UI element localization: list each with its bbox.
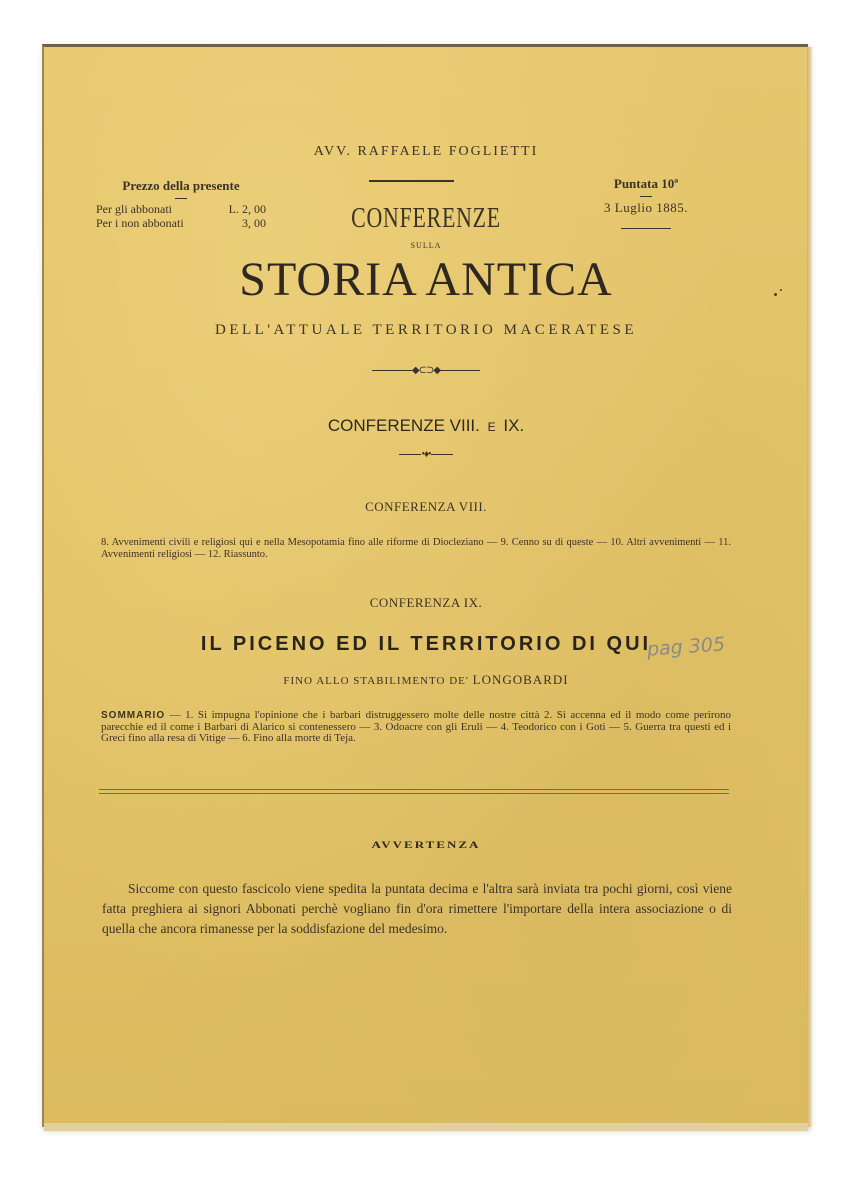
notice-body bbox=[102, 879, 732, 939]
issue-number: Puntata 10ª bbox=[613, 176, 679, 191]
conferenza-ix-heading: CONFERENZA IX. bbox=[369, 595, 483, 610]
price-title: Prezzo della presente bbox=[122, 178, 240, 193]
price-value: L. 2, 00 bbox=[228, 202, 266, 216]
conferences-heading bbox=[44, 416, 808, 436]
conferenza-viii-summary: 8. Avvenimenti civili e religiosi qui e nella Mesopotamia fino alle riforme di Diocleziano — 9. Cenno su di queste — 10. Altri avvenimenti — 11. Avvenimenti religiosi — 12. Riassunto. bbox=[101, 537, 731, 560]
paper-stain bbox=[780, 289, 782, 291]
page-edge-right bbox=[807, 47, 812, 1127]
price-label: Per gli abbonati bbox=[96, 202, 172, 216]
subtitle-lead: FINO ALLO STABILIMENTO DE' bbox=[283, 675, 469, 687]
ornament-divider-icon: ◆⊂⊃◆ bbox=[44, 365, 808, 376]
conferences-heading-part1: CONFERENZE VIII. bbox=[327, 416, 480, 435]
issue-dash bbox=[640, 196, 652, 197]
series-connector: SULLA bbox=[410, 241, 442, 250]
conferenza-viii-heading: CONFERENZA VIII. bbox=[365, 499, 487, 514]
conferences-heading-connector: E bbox=[487, 420, 496, 434]
paper-stain bbox=[774, 293, 777, 296]
main-title: STORIA ANTICA bbox=[239, 253, 613, 306]
sommario-text: — 1. Si impugna l'opinione che i barbari distruggessero molte delle nostre città 2. Si accenna ed il modo come perirono parecchie ed il come i Barbari di Alarico si contenessero — 3. Odoacre con gli Eruli — 4. Teodorico con i Goti — 5. Guerra tra questi ed i Greci fino alla resa di Vitige — 6. Fino alla morte di Teja. bbox=[101, 709, 731, 744]
issue-date: 3 Luglio 1885. bbox=[604, 200, 688, 215]
notice-heading: AVVERTENZA bbox=[371, 839, 481, 850]
price-label: Per i non abbonati bbox=[96, 216, 184, 230]
pamphlet-cover bbox=[42, 44, 808, 1127]
sommario-paragraph bbox=[101, 710, 731, 745]
series-title: CONFERENZE bbox=[351, 203, 501, 234]
page-edge-bottom bbox=[44, 1123, 808, 1131]
subtitle-name: LONGOBARDI bbox=[472, 672, 569, 687]
double-rule-divider bbox=[99, 789, 729, 794]
sommario-label: SOMMARIO bbox=[101, 710, 166, 721]
author-rule bbox=[369, 180, 454, 182]
price-dash bbox=[175, 198, 187, 199]
conferenza-ix-subtitle bbox=[44, 672, 808, 688]
ornament-small-divider-icon: •♦• bbox=[44, 449, 808, 460]
handwritten-page-note: pag 305 bbox=[646, 633, 726, 661]
conferences-heading-part2: IX. bbox=[503, 416, 525, 435]
author-line: AVV. RAFFAELE FOGLIETTI bbox=[313, 144, 539, 159]
main-subtitle: DELL'ATTUALE TERRITORIO MACERATESE bbox=[215, 322, 637, 338]
price-value: 3, 00 bbox=[242, 216, 266, 230]
notice-text: Siccome con questo fascicolo viene spedita la puntata decima e l'altra sarà inviata tra pochi giorni, così viene fatta preghiera ai signori Abbonati perchè vogliano fin d'ora rimettere l'importare della intera associazione o di quella che ancora rimanesse per la soddisfazione del medesimo. bbox=[102, 881, 732, 936]
conferenza-ix-title: IL PICENO ED IL TERRITORIO DI QUI bbox=[200, 633, 652, 655]
